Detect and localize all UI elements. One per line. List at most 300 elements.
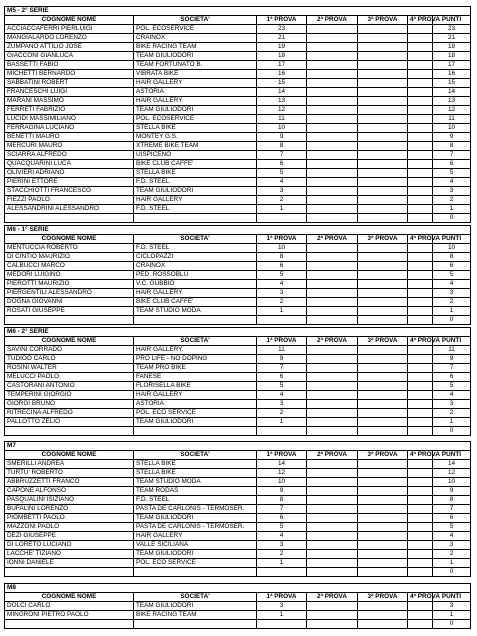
prova-2-points [307, 151, 358, 160]
team-name: TEAM RODAS [134, 487, 257, 496]
prova-3-points [358, 496, 408, 505]
prova-1-points: 5 [257, 169, 307, 178]
total-points: 1 [433, 559, 471, 568]
rider-name: FRANCESCHI LUIGI [5, 88, 134, 97]
team-name: F.D. STEEL [134, 496, 257, 505]
prova-3-points [358, 142, 408, 151]
prova-4-points [408, 253, 433, 262]
prova-4-points [408, 611, 433, 620]
prova-2-points [307, 25, 358, 34]
rider-name: ROSATI GIUSEPPE [5, 307, 134, 316]
team-name: ASTORIA [134, 88, 257, 97]
prova-2-points [307, 469, 358, 478]
prova-2-points [307, 496, 358, 505]
prova-1-points: 14 [257, 460, 307, 469]
prova-1-points: 4 [257, 391, 307, 400]
table-row [5, 88, 471, 97]
prova-1-points: 6 [257, 262, 307, 271]
prova-3-points [358, 602, 408, 611]
total-points: 2 [433, 409, 471, 418]
total-points: 10 [433, 478, 471, 487]
prova-2-points [307, 253, 358, 262]
prova-2-points [307, 160, 358, 169]
table-row [5, 550, 471, 559]
total-points: 12 [433, 469, 471, 478]
team-name: F.D. STEEL [134, 178, 257, 187]
total-points: 4 [433, 532, 471, 541]
prova-3-points [358, 514, 408, 523]
team-name: TEAM GIULIODORI [134, 602, 257, 611]
total-points: 14 [433, 88, 471, 97]
prova-3-points [358, 97, 408, 106]
prova-3-points [358, 253, 408, 262]
rider-name: MENTUCCIA ROBERTO [5, 244, 134, 253]
column-header-prova-3: 3ª PROVA [358, 451, 408, 460]
table-row [5, 382, 471, 391]
column-header-punti: PUNTI [433, 16, 471, 25]
prova-1-points: 6 [257, 373, 307, 382]
prova-2-points [307, 196, 358, 205]
total-points: 0 [433, 620, 471, 629]
table-row [5, 34, 471, 43]
rider-name: MERCURI MAURO [5, 142, 134, 151]
prova-4-points [408, 34, 433, 43]
column-header-prova-4: 4ª PROVA [408, 337, 433, 346]
prova-2-points [307, 307, 358, 316]
prova-4-points [408, 391, 433, 400]
table-row [5, 568, 471, 577]
prova-2-points [307, 289, 358, 298]
prova-2-points [307, 316, 358, 325]
team-name: PRO LIFE - NO DOPING [134, 355, 257, 364]
prova-1-points: 21 [257, 34, 307, 43]
prova-3-points [358, 115, 408, 124]
prova-2-points [307, 382, 358, 391]
prova-2-points [307, 550, 358, 559]
total-points: 19 [433, 43, 471, 52]
team-name: UISPICENO [134, 151, 257, 160]
table-row [5, 487, 471, 496]
rider-name: OLIVIERI ADRIANO [5, 169, 134, 178]
column-header-cognome: COGNOME NOME [5, 337, 134, 346]
prova-4-points [408, 205, 433, 214]
prova-1-points: 17 [257, 61, 307, 70]
team-name: HAIR GALLERY [134, 532, 257, 541]
prova-4-points [408, 43, 433, 52]
prova-2-points [307, 142, 358, 151]
prova-2-points [307, 124, 358, 133]
total-points: 3 [433, 289, 471, 298]
table-row [5, 253, 471, 262]
prova-4-points [408, 418, 433, 427]
prova-4-points [408, 364, 433, 373]
column-header-cognome: COGNOME NOME [5, 593, 134, 602]
prova-1-points: 11 [257, 346, 307, 355]
prova-2-points [307, 97, 358, 106]
team-name: CRAINOX [134, 34, 257, 43]
team-name: PED. ROSSOBLU [134, 271, 257, 280]
prova-1-points: 1 [257, 611, 307, 620]
total-points: 6 [433, 160, 471, 169]
rider-name: MELUCCI PAOLO [5, 373, 134, 382]
prova-3-points [358, 307, 408, 316]
total-points: 8 [433, 253, 471, 262]
prova-3-points [358, 88, 408, 97]
rider-name: PIEROTTI MAURIZIO [5, 280, 134, 289]
prova-1-points: 15 [257, 79, 307, 88]
prova-3-points [358, 364, 408, 373]
rider-name: GIORGI BRUNO [5, 400, 134, 409]
table-row [5, 418, 471, 427]
prova-3-points [358, 271, 408, 280]
table-row [5, 460, 471, 469]
table-row [5, 178, 471, 187]
table-row [5, 307, 471, 316]
prova-2-points [307, 505, 358, 514]
rider-name: MICHETTI BERNARDO [5, 70, 134, 79]
team-name: HAIR GALLERY [134, 79, 257, 88]
prova-1-points [257, 568, 307, 577]
team-name: TEAM PRO BIKE [134, 364, 257, 373]
prova-2-points [307, 409, 358, 418]
section-table-m7 [4, 441, 471, 577]
prova-1-points: 16 [257, 70, 307, 79]
prova-4-points [408, 568, 433, 577]
prova-2-points [307, 70, 358, 79]
column-header-prova-1: 1ª PROVA [257, 235, 307, 244]
rider-name [5, 316, 134, 325]
rider-name [5, 214, 134, 223]
prova-1-points: 3 [257, 541, 307, 550]
total-points: 18 [433, 52, 471, 61]
rider-name: LUCIDI MASSIMILIANO [5, 115, 134, 124]
prova-3-points [358, 391, 408, 400]
total-points: 11 [433, 115, 471, 124]
rider-name [5, 568, 134, 577]
rider-name: DOGNA GIOVANNI [5, 298, 134, 307]
prova-2-points [307, 523, 358, 532]
column-header-prova-2: 2ª PROVA [307, 235, 358, 244]
column-header-societa: SOCIETA' [134, 451, 257, 460]
column-header-societa: SOCIETA' [134, 235, 257, 244]
prova-1-points: 23 [257, 25, 307, 34]
prova-2-points [307, 514, 358, 523]
prova-2-points [307, 106, 358, 115]
column-header-prova-4: 4ª PROVA [408, 451, 433, 460]
table-row [5, 391, 471, 400]
prova-4-points [408, 532, 433, 541]
prova-2-points [307, 532, 358, 541]
prova-2-points [307, 133, 358, 142]
rider-name: MANGIALARDO LORENZO [5, 34, 134, 43]
team-name: POL. ECO SERVICE [134, 409, 257, 418]
prova-4-points [408, 169, 433, 178]
total-points: 3 [433, 187, 471, 196]
team-name: F.D. STEEL [134, 244, 257, 253]
prova-2-points [307, 460, 358, 469]
table-row [5, 541, 471, 550]
total-points: 6 [433, 373, 471, 382]
prova-3-points [358, 373, 408, 382]
prova-4-points [408, 346, 433, 355]
prova-4-points [408, 271, 433, 280]
team-name: TEAM GIULIODORI [134, 52, 257, 61]
total-points: 5 [433, 271, 471, 280]
section-title: M8 [5, 584, 471, 593]
prova-4-points [408, 289, 433, 298]
prova-1-points [257, 427, 307, 436]
prova-2-points [307, 427, 358, 436]
total-points: 7 [433, 505, 471, 514]
team-name: HAIR GALLERY [134, 196, 257, 205]
team-name: F.D. STEEL [134, 205, 257, 214]
prova-1-points: 10 [257, 478, 307, 487]
prova-4-points [408, 541, 433, 550]
column-header-societa: SOCIETA' [134, 593, 257, 602]
table-row [5, 244, 471, 253]
prova-1-points: 5 [257, 271, 307, 280]
prova-2-points [307, 271, 358, 280]
prova-1-points: 2 [257, 550, 307, 559]
total-points: 1 [433, 611, 471, 620]
team-name: FANESE [134, 373, 257, 382]
prova-4-points [408, 97, 433, 106]
table-row [5, 106, 471, 115]
team-name: VALLE SICILIANA [134, 541, 257, 550]
prova-4-points [408, 61, 433, 70]
column-header-societa: SOCIETA' [134, 337, 257, 346]
prova-4-points [408, 355, 433, 364]
prova-1-points: 1 [257, 205, 307, 214]
prova-1-points: 2 [257, 298, 307, 307]
team-name: TEAM GIULIODORI [134, 550, 257, 559]
prova-3-points [358, 43, 408, 52]
total-points: 5 [433, 523, 471, 532]
table-row [5, 160, 471, 169]
section-table-m5-2 [4, 6, 471, 223]
prova-1-points: 6 [257, 160, 307, 169]
rider-name: LACCHE' TIZIANO [5, 550, 134, 559]
team-name: PASTA DE CARLONIS - TERMOSER. [134, 523, 257, 532]
prova-1-points: 3 [257, 289, 307, 298]
prova-4-points [408, 25, 433, 34]
prova-2-points [307, 298, 358, 307]
team-name: STELLA BIKE [134, 169, 257, 178]
prova-3-points [358, 289, 408, 298]
total-points: 12 [433, 106, 471, 115]
team-name: TEAM STUDIO MODA [134, 307, 257, 316]
prova-4-points [408, 178, 433, 187]
prova-4-points [408, 550, 433, 559]
table-row [5, 142, 471, 151]
prova-4-points [408, 298, 433, 307]
prova-3-points [358, 346, 408, 355]
rider-name: SMERILLI ANDREA [5, 460, 134, 469]
table-row [5, 151, 471, 160]
prova-1-points: 19 [257, 43, 307, 52]
table-row [5, 43, 471, 52]
table-row [5, 532, 471, 541]
prova-4-points [408, 160, 433, 169]
total-points: 8 [433, 496, 471, 505]
total-points: 5 [433, 169, 471, 178]
total-points: 21 [433, 34, 471, 43]
prova-2-points [307, 88, 358, 97]
total-points: 2 [433, 196, 471, 205]
prova-4-points [408, 460, 433, 469]
total-points: 4 [433, 280, 471, 289]
prova-1-points: 9 [257, 133, 307, 142]
prova-2-points [307, 541, 358, 550]
rider-name: SCIARRA ALFREDO [5, 151, 134, 160]
rider-name: TURTU' ROBERTO [5, 469, 134, 478]
table-row [5, 620, 471, 629]
prova-4-points [408, 400, 433, 409]
prova-4-points [408, 133, 433, 142]
prova-4-points [408, 382, 433, 391]
prova-1-points: 3 [257, 187, 307, 196]
table-row [5, 496, 471, 505]
team-name: TEAM STUDIO MODA [134, 478, 257, 487]
table-row [5, 52, 471, 61]
rider-name: DOLCI CARLO [5, 602, 134, 611]
prova-3-points [358, 382, 408, 391]
table-row [5, 280, 471, 289]
prova-1-points: 10 [257, 124, 307, 133]
prova-2-points [307, 611, 358, 620]
table-row [5, 61, 471, 70]
prova-1-points: 8 [257, 253, 307, 262]
prova-3-points [358, 559, 408, 568]
table-row [5, 214, 471, 223]
team-name: STELLA BIKE [134, 124, 257, 133]
prova-4-points [408, 469, 433, 478]
prova-1-points: 10 [257, 244, 307, 253]
team-name: BIKE RACING TEAM [134, 611, 257, 620]
total-points: 1 [433, 205, 471, 214]
prova-4-points [408, 115, 433, 124]
column-header-prova-3: 3ª PROVA [358, 337, 408, 346]
table-row [5, 611, 471, 620]
table-row [5, 25, 471, 34]
total-points: 0 [433, 214, 471, 223]
table-row [5, 559, 471, 568]
prova-4-points [408, 196, 433, 205]
table-row [5, 205, 471, 214]
table-row [5, 124, 471, 133]
prova-2-points [307, 364, 358, 373]
table-row [5, 346, 471, 355]
total-points: 8 [433, 142, 471, 151]
prova-3-points [358, 124, 408, 133]
total-points: 7 [433, 364, 471, 373]
team-name: VIBRATA BIKE [134, 70, 257, 79]
total-points: 13 [433, 97, 471, 106]
team-name [134, 316, 257, 325]
team-name: V.C. GUBBIO [134, 280, 257, 289]
rider-name: MINGRONI PIETRO PAOLO [5, 611, 134, 620]
prova-4-points [408, 602, 433, 611]
rider-name: MEDORI LUIGINO [5, 271, 134, 280]
prova-3-points [358, 133, 408, 142]
total-points: 16 [433, 70, 471, 79]
prova-3-points [358, 487, 408, 496]
prova-4-points [408, 280, 433, 289]
prova-2-points [307, 400, 358, 409]
prova-1-points [257, 620, 307, 629]
prova-1-points [257, 316, 307, 325]
prova-4-points [408, 478, 433, 487]
rider-name: BENETTI MAURO [5, 133, 134, 142]
prova-3-points [358, 460, 408, 469]
prova-4-points [408, 316, 433, 325]
rider-name: GIACCONI GIANLUCA [5, 52, 134, 61]
team-name [134, 568, 257, 577]
prova-3-points [358, 400, 408, 409]
prova-2-points [307, 373, 358, 382]
team-name: HAIR GALLERY [134, 346, 257, 355]
prova-4-points [408, 106, 433, 115]
prova-3-points [358, 214, 408, 223]
total-points: 10 [433, 124, 471, 133]
prova-2-points [307, 559, 358, 568]
team-name: STELLA BIKE [134, 460, 257, 469]
prova-3-points [358, 205, 408, 214]
team-name: TEAM GIULIODORI [134, 514, 257, 523]
prova-4-points [408, 142, 433, 151]
prova-4-points [408, 70, 433, 79]
total-points: 3 [433, 602, 471, 611]
prova-3-points [358, 298, 408, 307]
column-header-punti: PUNTI [433, 337, 471, 346]
column-header-prova-2: 2ª PROVA [307, 451, 358, 460]
rider-name: ROSINI WALTER [5, 364, 134, 373]
column-header-prova-4: 4ª PROVA [408, 593, 433, 602]
prova-1-points: 14 [257, 88, 307, 97]
prova-1-points: 1 [257, 559, 307, 568]
column-header-punti: PUNTI [433, 451, 471, 460]
table-row [5, 505, 471, 514]
total-points: 1 [433, 307, 471, 316]
prova-4-points [408, 373, 433, 382]
total-points: 11 [433, 346, 471, 355]
total-points: 9 [433, 355, 471, 364]
table-row [5, 364, 471, 373]
prova-3-points [358, 568, 408, 577]
rider-name: SAVINI CORRADO [5, 346, 134, 355]
total-points: 17 [433, 61, 471, 70]
prova-2-points [307, 620, 358, 629]
rider-name: TEMPERINI GIORGIO [5, 391, 134, 400]
table-row [5, 478, 471, 487]
prova-2-points [307, 214, 358, 223]
team-name: BIKE CLUB CAFFE' [134, 298, 257, 307]
rider-name: CAPONE ALFONSO [5, 487, 134, 496]
column-header-prova-1: 1ª PROVA [257, 451, 307, 460]
team-name: CICLOPAZZI [134, 253, 257, 262]
prova-1-points: 4 [257, 280, 307, 289]
prova-3-points [358, 469, 408, 478]
table-row [5, 427, 471, 436]
rider-name: ALESSANDRINI ALESSANDRO [5, 205, 134, 214]
prova-1-points: 7 [257, 151, 307, 160]
team-name [134, 620, 257, 629]
prova-1-points: 3 [257, 400, 307, 409]
rider-name: SABBATINI ROBERT [5, 79, 134, 88]
section-table-m6-1 [4, 225, 471, 325]
table-row [5, 187, 471, 196]
team-name: POL. ECOSERVICE [134, 115, 257, 124]
